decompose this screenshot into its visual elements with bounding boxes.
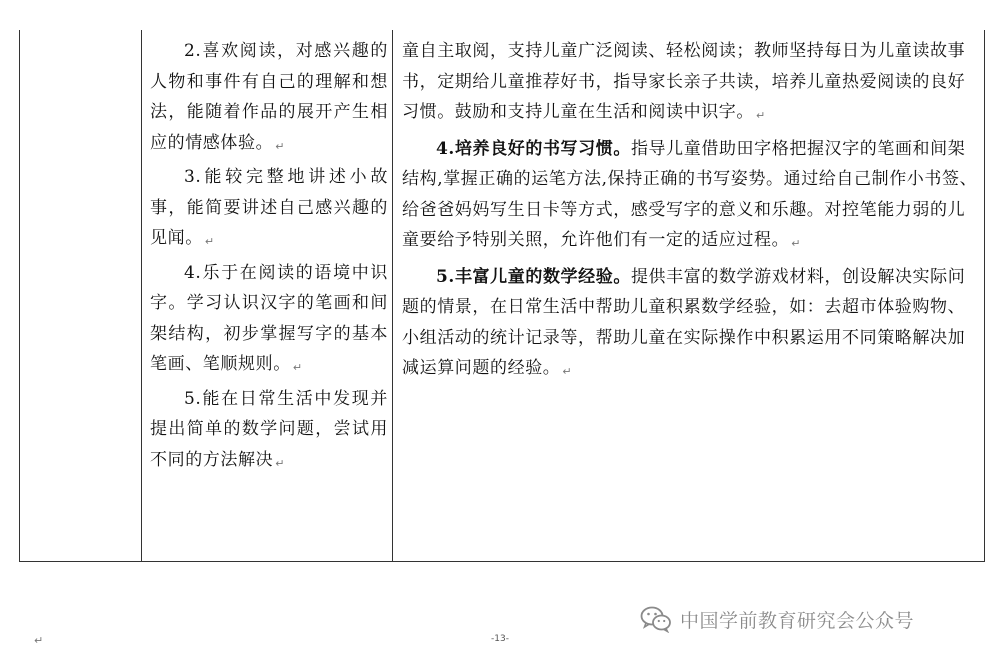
watermark <box>640 602 914 636</box>
goal-item: 4.乐于在阅读的语境中识字。学习认识汉字的笔画和间架结构，初步掌握写字的基本笔画、笔顺规则。 ↵ <box>150 262 388 374</box>
section-heading: 5.丰富儿童的数学经验。 <box>436 266 631 287</box>
page-number: -13- <box>491 634 509 644</box>
goals-column <box>150 36 388 479</box>
goal-item: 3.能较完整地讲述小故事，能简要讲述自己感兴趣的见闻。 ↵ <box>150 167 388 248</box>
column-divider <box>141 30 142 561</box>
goal-item: 5.能在日常生活中发现并提出简单的数学问题，尝试用不同的方法解决 ↵ <box>150 388 388 470</box>
goal-item: 2.喜欢阅读，对感兴趣的人物和事件有自己的理解和想法，能随着作品的展开产生相应的情感体验。 ↵ <box>150 41 388 153</box>
section-heading: 4.培养良好的书写习惯。 <box>436 138 631 159</box>
guidance-column <box>402 36 980 388</box>
guidance-paragraph: 童自主取阅，支持儿童广泛阅读、轻松阅读；教师坚持每日为儿童读故事书，定期给儿童推荐好书，指导家长亲子共读，培养儿童热爱阅读的良好习惯。鼓励和支持儿童在生活和阅读中识字。 ↵ <box>402 41 966 122</box>
content-table <box>19 30 985 562</box>
guidance-paragraph-math: 5.丰富儿童的数学经验。提供丰富的数学游戏材料，创设解决实际问题的情景，在日常生活中帮助儿童积累数学经验，如：去超市体验购物、小组活动的统计记录等，帮助儿童在实际操作中积累运用不同策略解决加减运算问题的经验。 ↵ <box>402 266 966 378</box>
column-divider <box>392 30 393 561</box>
watermark-text: 中国学前教育研究会公众号 <box>680 609 915 632</box>
guidance-paragraph-writing: 4.培养良好的书写习惯。指导儿童借助田字格把握汉字的笔画和间架结构,掌握正确的运笔方法,保持正确的书写姿势。通过给自己制作小书签、给爸爸妈妈写生日卡等方式，感受写字的意义和乐趣。对控笔能力弱的儿童要给予特别关照，允许他们有一定的适应过程。 ↵ <box>402 138 978 250</box>
wechat-icon <box>640 605 672 633</box>
paragraph-mark: ↵ <box>34 634 44 647</box>
